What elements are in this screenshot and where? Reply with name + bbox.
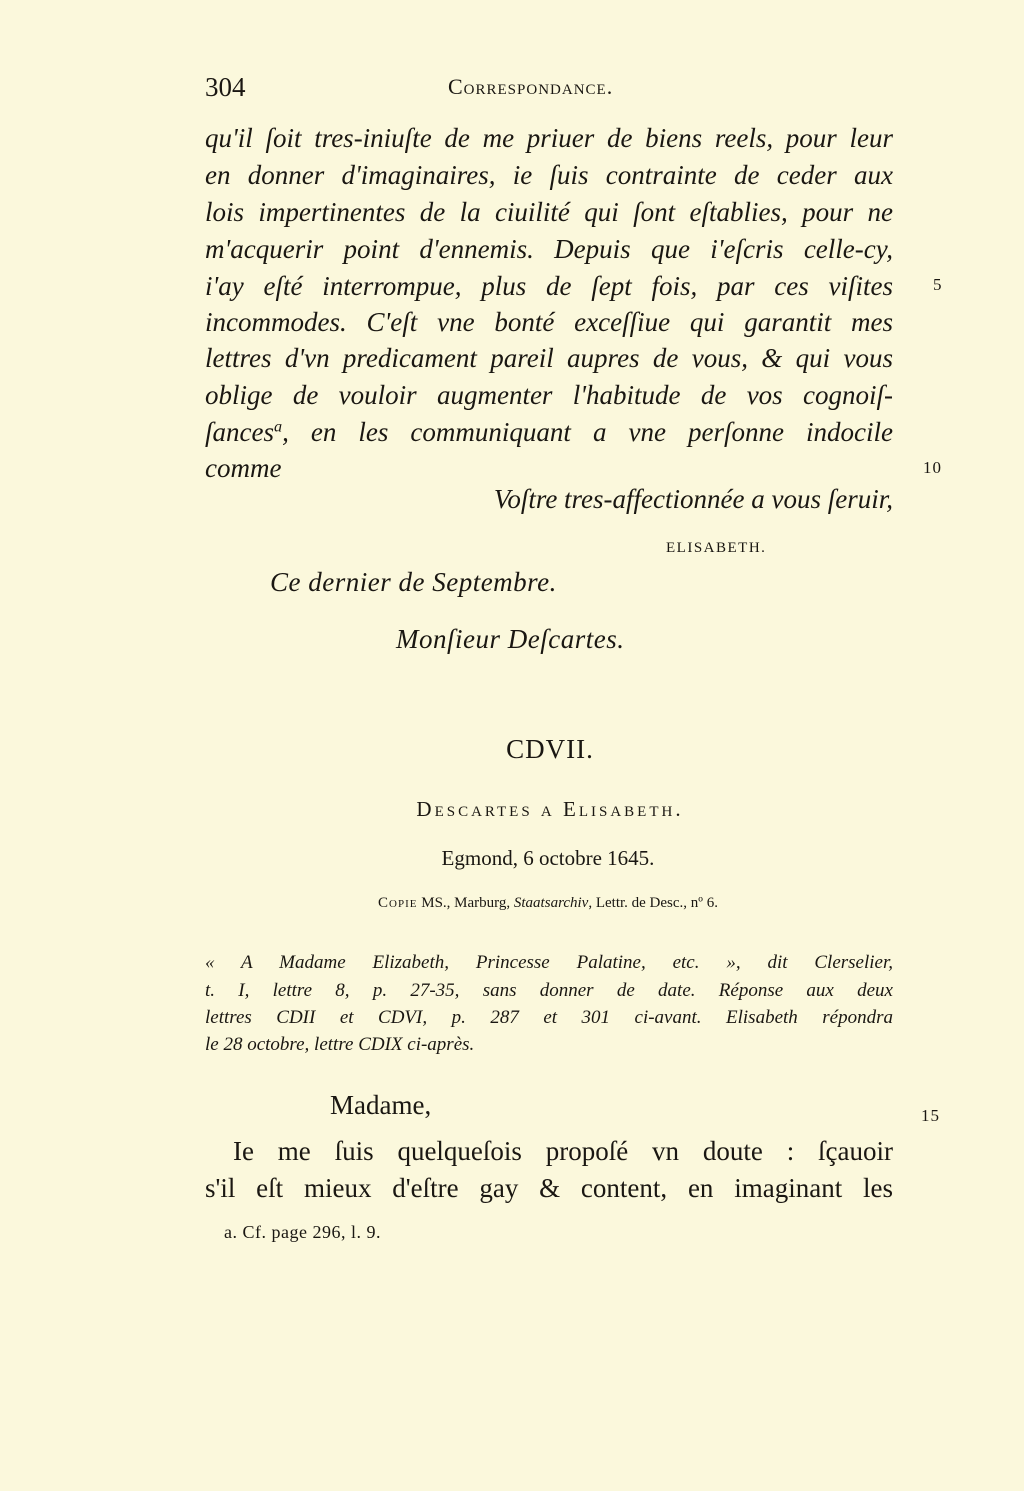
letter-line-3: lois impertinentes de la ciuilité qui ſont eſtablies, pour ne [205,197,893,227]
line-number-10: 10 [923,458,942,477]
source-mid: MS., Marburg, [417,895,514,911]
letter-line-2: en donner d'imaginaires, ie ſuis contrainte de ceder aux [205,160,893,190]
place-date: Egmond, 6 octobre 1645. [441,846,655,870]
salutation: Madame, [330,1090,432,1120]
body-line-2: s'il eſt mieux d'eſtre gay & content, en imaginant les [205,1173,893,1203]
line-number-15: 15 [921,1106,940,1125]
letter-line-4: m'acquerir point d'ennemis. Depuis que i'eſcris celle-cy, [205,234,893,264]
letter-line-9-start: ſances [205,417,274,447]
addressee: Monſieur Deſcartes. [396,624,625,654]
letter-line-8: oblige de vouloir augmenter l'habitude de vos cognoiſ- [205,380,893,410]
running-head: Correspondance. [448,74,614,99]
line-number-5: 5 [933,275,943,294]
source-archive: Staatsarchiv [513,895,589,911]
letter-line-6: incommodes. C'eſt vne bonté exceſſiue qui garantit mes [205,307,893,337]
letter-date: Ce dernier de Septembre. [270,567,557,597]
letter-line-9 [205,414,893,450]
note-line-4: le 28 octobre, lettre CDIX ci-après. [205,1034,475,1055]
letter-line-9-rest: , en les communiquant a vne perſonne indocile [282,417,893,447]
source-end: , Lettr. de Desc., nº 6. [588,895,718,911]
footnote: a. Cf. page 296, l. 9. [224,1222,381,1242]
note-line-3: lettres CDII et CDVI, p. 287 et 301 ci-avant. Elisabeth répondra [205,1007,893,1028]
note-line-2: t. I, lettre 8, p. 27-35, sans donner de date. Réponse aux deux [205,980,893,1001]
signature: ELISABETH. [666,540,767,556]
body-line-1: Ie me ſuis quelqueſois propoſé vn doute : ſçauoir [233,1136,893,1166]
note-line-1: « A Madame Elizabeth, Princesse Palatine, etc. », dit Clerselier, [205,952,893,973]
letter-number: CDVII. [506,734,594,764]
letter-line-10: comme [205,453,282,483]
letter-title: Descartes a Elisabeth. [416,797,684,821]
closing-formula: Voſtre tres-affectionnée a vous ſeruir, [493,484,893,514]
letter-line-5: i'ay eſté interrompue, plus de ſept fois, par ces viſites [205,271,893,301]
source-reference [0,895,1024,912]
footnote-marker: a [273,417,283,436]
letter-line-1: qu'il ſoit tres-iniuſte de me priuer de biens reels, pour leur [205,123,893,153]
letter-line-7: lettres d'vn predicament pareil aupres de vous, & qui vous [205,343,893,373]
source-copie: Copie [378,895,418,911]
page-number: 304 [205,72,246,102]
